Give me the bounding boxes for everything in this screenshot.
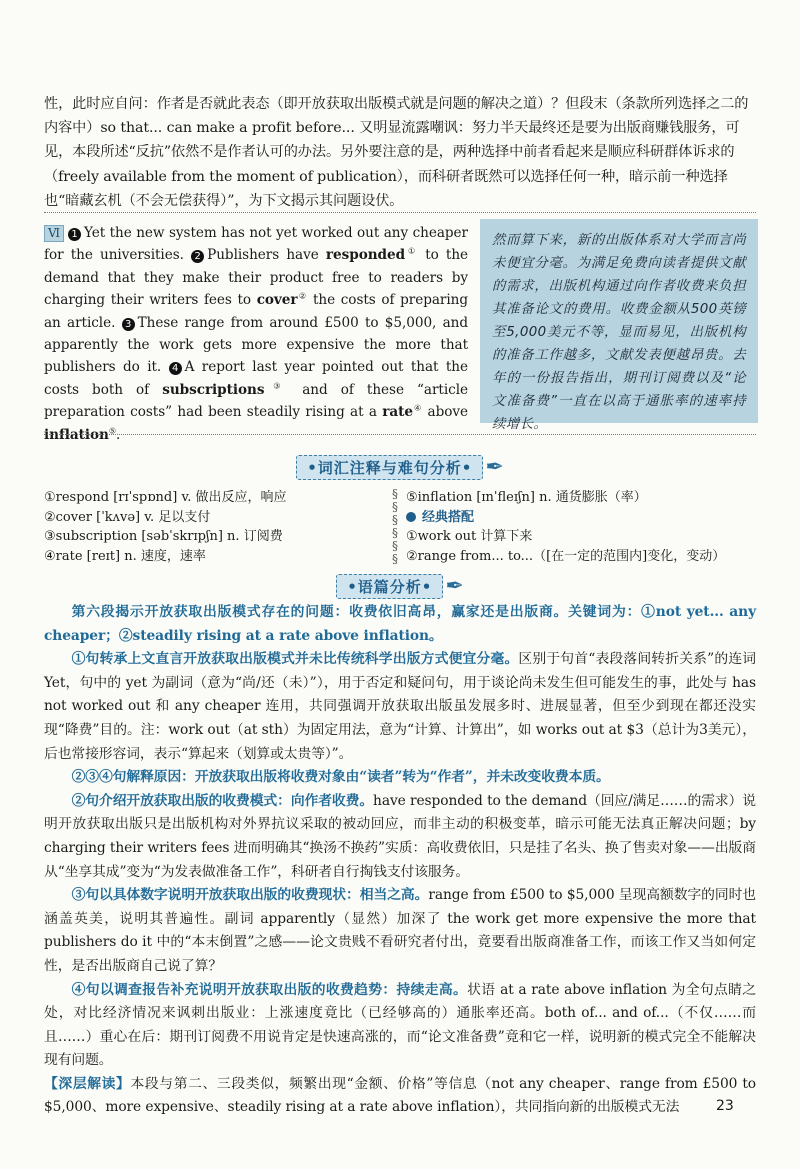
analysis-sentence-3 [44, 884, 756, 978]
vocab-item: ③subscription [səbˈskrɪpʃn] n. 订阅费 [44, 529, 283, 544]
sentence-3: These range from around £500 to $5,000, and apparently the work gets more expensive the more that publishers do it. [44, 314, 469, 376]
page-number: 23 [716, 1098, 734, 1114]
sentence-number-2: 2 [191, 250, 204, 263]
intro-paragraph [44, 92, 756, 213]
vocab-item: ⑤inflation [ɪnˈfleɪʃn] n. 通货膨胀（率） [406, 490, 647, 505]
analysis-sentences-234: ②③④句解释原因：开放获取出版将收费对象由“读者”转为“作者”，并未改变收费本质。 [71, 769, 610, 786]
top-divider [44, 212, 756, 213]
paragraph-marker: Ⅵ [44, 225, 64, 242]
vocab-banner-label: •词汇注释与难句分析• [296, 455, 483, 480]
discourse-banner-label: •语篇分析• [336, 574, 443, 599]
quill-icon: ✒ [445, 573, 464, 599]
sentence-1: Yet the new system has not yet worked out any cheaper for the universities. [44, 225, 468, 264]
deep-reading-label: 【深层解读】 [44, 1075, 131, 1092]
keyword-responded: responded [325, 247, 406, 264]
vocab-left-column [44, 488, 384, 566]
analysis-heading: ④句以调查报告补充说明开放获取出版的收费趋势：持续走高。 [71, 981, 468, 998]
analysis-sentence-4 [44, 979, 756, 1073]
vocab-item: ④rate [reɪt] n. 速度，速率 [44, 548, 206, 564]
sentence-2a: Publishers have [207, 247, 319, 264]
keyword-cover: cover [256, 292, 298, 309]
collocation-heading [406, 508, 756, 528]
analysis-summary: 第六段揭示开放获取出版模式存在的问题：收费依旧高昂，赢家还是出版商。关键词为：①not yet... any cheaper；②steadily rising at a rate above inflation。 [44, 604, 756, 644]
sentence-2b: to the demand that they make their product free to readers by charging their writers fees to [44, 247, 469, 309]
passage-text [44, 222, 468, 446]
sentence-4-end: . [115, 426, 121, 443]
footnote-1: ① [405, 246, 418, 256]
sentence-number-4: 4 [169, 362, 182, 375]
vocab-banner [280, 454, 520, 480]
analysis-heading: ③句以具体数字说明开放获取出版的收费现状：相当之高。 [71, 887, 429, 904]
footnote-3: ③ [264, 381, 290, 391]
collocation-item: ②range from... to...（[在一定的范围内]变化，变动） [406, 548, 726, 564]
analysis-body: have responded to the demand（回应/满足……的需求）说明开放获取出版只是出版机构对外界抗议采取的被动回应，而非主动的积极变革，暗示可能无法真正解决问题；by charging their writers fees 进而明确其“换汤不换药”实质：高收费依旧，只是挂了名头、换了售卖对象——出版商从“坐享其成”变为“为发表做准备工作”，科研者自行掏钱支付该服务。 [44, 792, 756, 880]
footnote-5: ⑤ [108, 426, 116, 436]
quill-icon: ✒ [485, 454, 504, 480]
reading-passage [44, 222, 468, 446]
analysis-body: 状语 at a rate above inflation 为全句点睛之处，对比经济情况来讽刺出版业：上涨速度竟比（已经够高的）通胀率还高。both of... and of...（不仅……而且……）重心在后：期刊订阅费不用说肯定是快速高涨的，而“论文准备费”竟和它一样，说明新的模式完全不能解决现有问题。 [44, 981, 757, 1069]
footnote-4: ④ [412, 403, 423, 413]
intro-text: 性，此时应自问：作者是否就此表态（即开放获取出版模式就是问题的解决之道）？但段末（条款所列选择之二的内容中）so that... can make a profit before... 又明显流露嘲讽：努力半天最终还是要为出版商赚钱服务，可见，本段所述“反抗”依然不是作者认可的办法。另外要注意的是，两种选择中前者看起来是顺应科研群体诉求的（freely available from the moment of publication），而科研者既然可以选择任何一种，暗示前一种选择也“暗藏玄机（不会无偿获得）”，为下文揭示其问题设伏。 [44, 96, 749, 209]
keyword-rate: rate [382, 404, 413, 421]
mid-divider [44, 434, 756, 435]
discourse-banner [320, 573, 480, 599]
sentence-2c: the costs of preparing an article. [44, 292, 468, 331]
keyword-inflation: inflation [44, 426, 109, 443]
vocab-section [44, 488, 756, 568]
sentence-4b: and of these “article preparation costs” had been steadily rising at a [44, 381, 468, 421]
sentence-4a: A report last year pointed out that the costs both of [44, 359, 468, 398]
sentence-number-1: 1 [68, 228, 81, 241]
collocation-title: 经典搭配 [422, 509, 475, 525]
sentence-4c: above [427, 404, 469, 421]
translation-box: 然而算下来，新的出版体系对大学而言尚未便宜分毫。为满足免费向读者提供文献的需求，出版机构通过向作者收费来负担其准备论文的费用。收费金额从500英镑至5,000美元不等，显而易见，出版机构的准备工作越多，文献发表便越昂贵。去年的一份报告指出，期刊订阅费以及“论文准备费”一直在以高于通胀率的速率持续增长。 [480, 219, 758, 423]
sentence-number-3: 3 [122, 318, 135, 331]
analysis-sentence-1 [44, 648, 756, 766]
discourse-analysis [44, 601, 756, 1120]
analysis-heading: ②句介绍开放获取出版的收费模式：向作者收费。 [71, 792, 374, 809]
analysis-body: 区别于句首“表段落间转折关系”的连词 Yet，句中的 yet 为副词（意为“尚/还（未）”），用于否定和疑问句，用于谈论尚未发生但可能发生的事，此处与 has not worked out 和 any cheaper 连用，共同强调开放获取出版虽发展多时、进展显著，但至少到现在都还没实现“降费”目的。注：work out（at sth）为固定用法，意为“计算、计算出”，如 works out at $3（总计为3美元），后也常接形容词，表示“算起来（划算或太贵等）”。 [44, 651, 756, 762]
bullet-icon [406, 512, 416, 522]
keyword-subscriptions: subscriptions [162, 381, 265, 398]
vocab-item: ②cover [ˈkʌvə] v. 足以支付 [44, 509, 211, 525]
analysis-heading: ①句转承上文直言开放获取出版模式并未比传统科学出版方式便宜分毫。 [71, 651, 519, 668]
vocab-right-column [406, 488, 756, 566]
vocab-separator: § § § § § § [392, 487, 398, 566]
deep-reading [44, 1073, 756, 1120]
collocation-item: ①work out 计算下来 [406, 529, 533, 544]
footnote-2: ② [297, 291, 308, 301]
vocab-item: ①respond [rɪˈspɒnd] v. 做出反应，响应 [44, 490, 287, 505]
deep-reading-body: 本段与第二、三段类似，频繁出现“金额、价格”等信息（not any cheaper、range from £500 to $5,000、more expensive、steadily rising at a rate above inflation），共同指向新的出版模式无法 [44, 1075, 756, 1116]
analysis-sentence-2 [44, 790, 756, 884]
analysis-body: range from £500 to $5,000 呈现高额数字的同时也涵盖英美，说明其普遍性。副词 apparently（显然）加深了 the work get more expensive the more that publishers do it 中的“本末倒置”之感——论文贵贱不看研究者付出，竟要看出版商准备工作，而该工作又当如何定性，是否出版商自己说了算？ [44, 887, 756, 974]
